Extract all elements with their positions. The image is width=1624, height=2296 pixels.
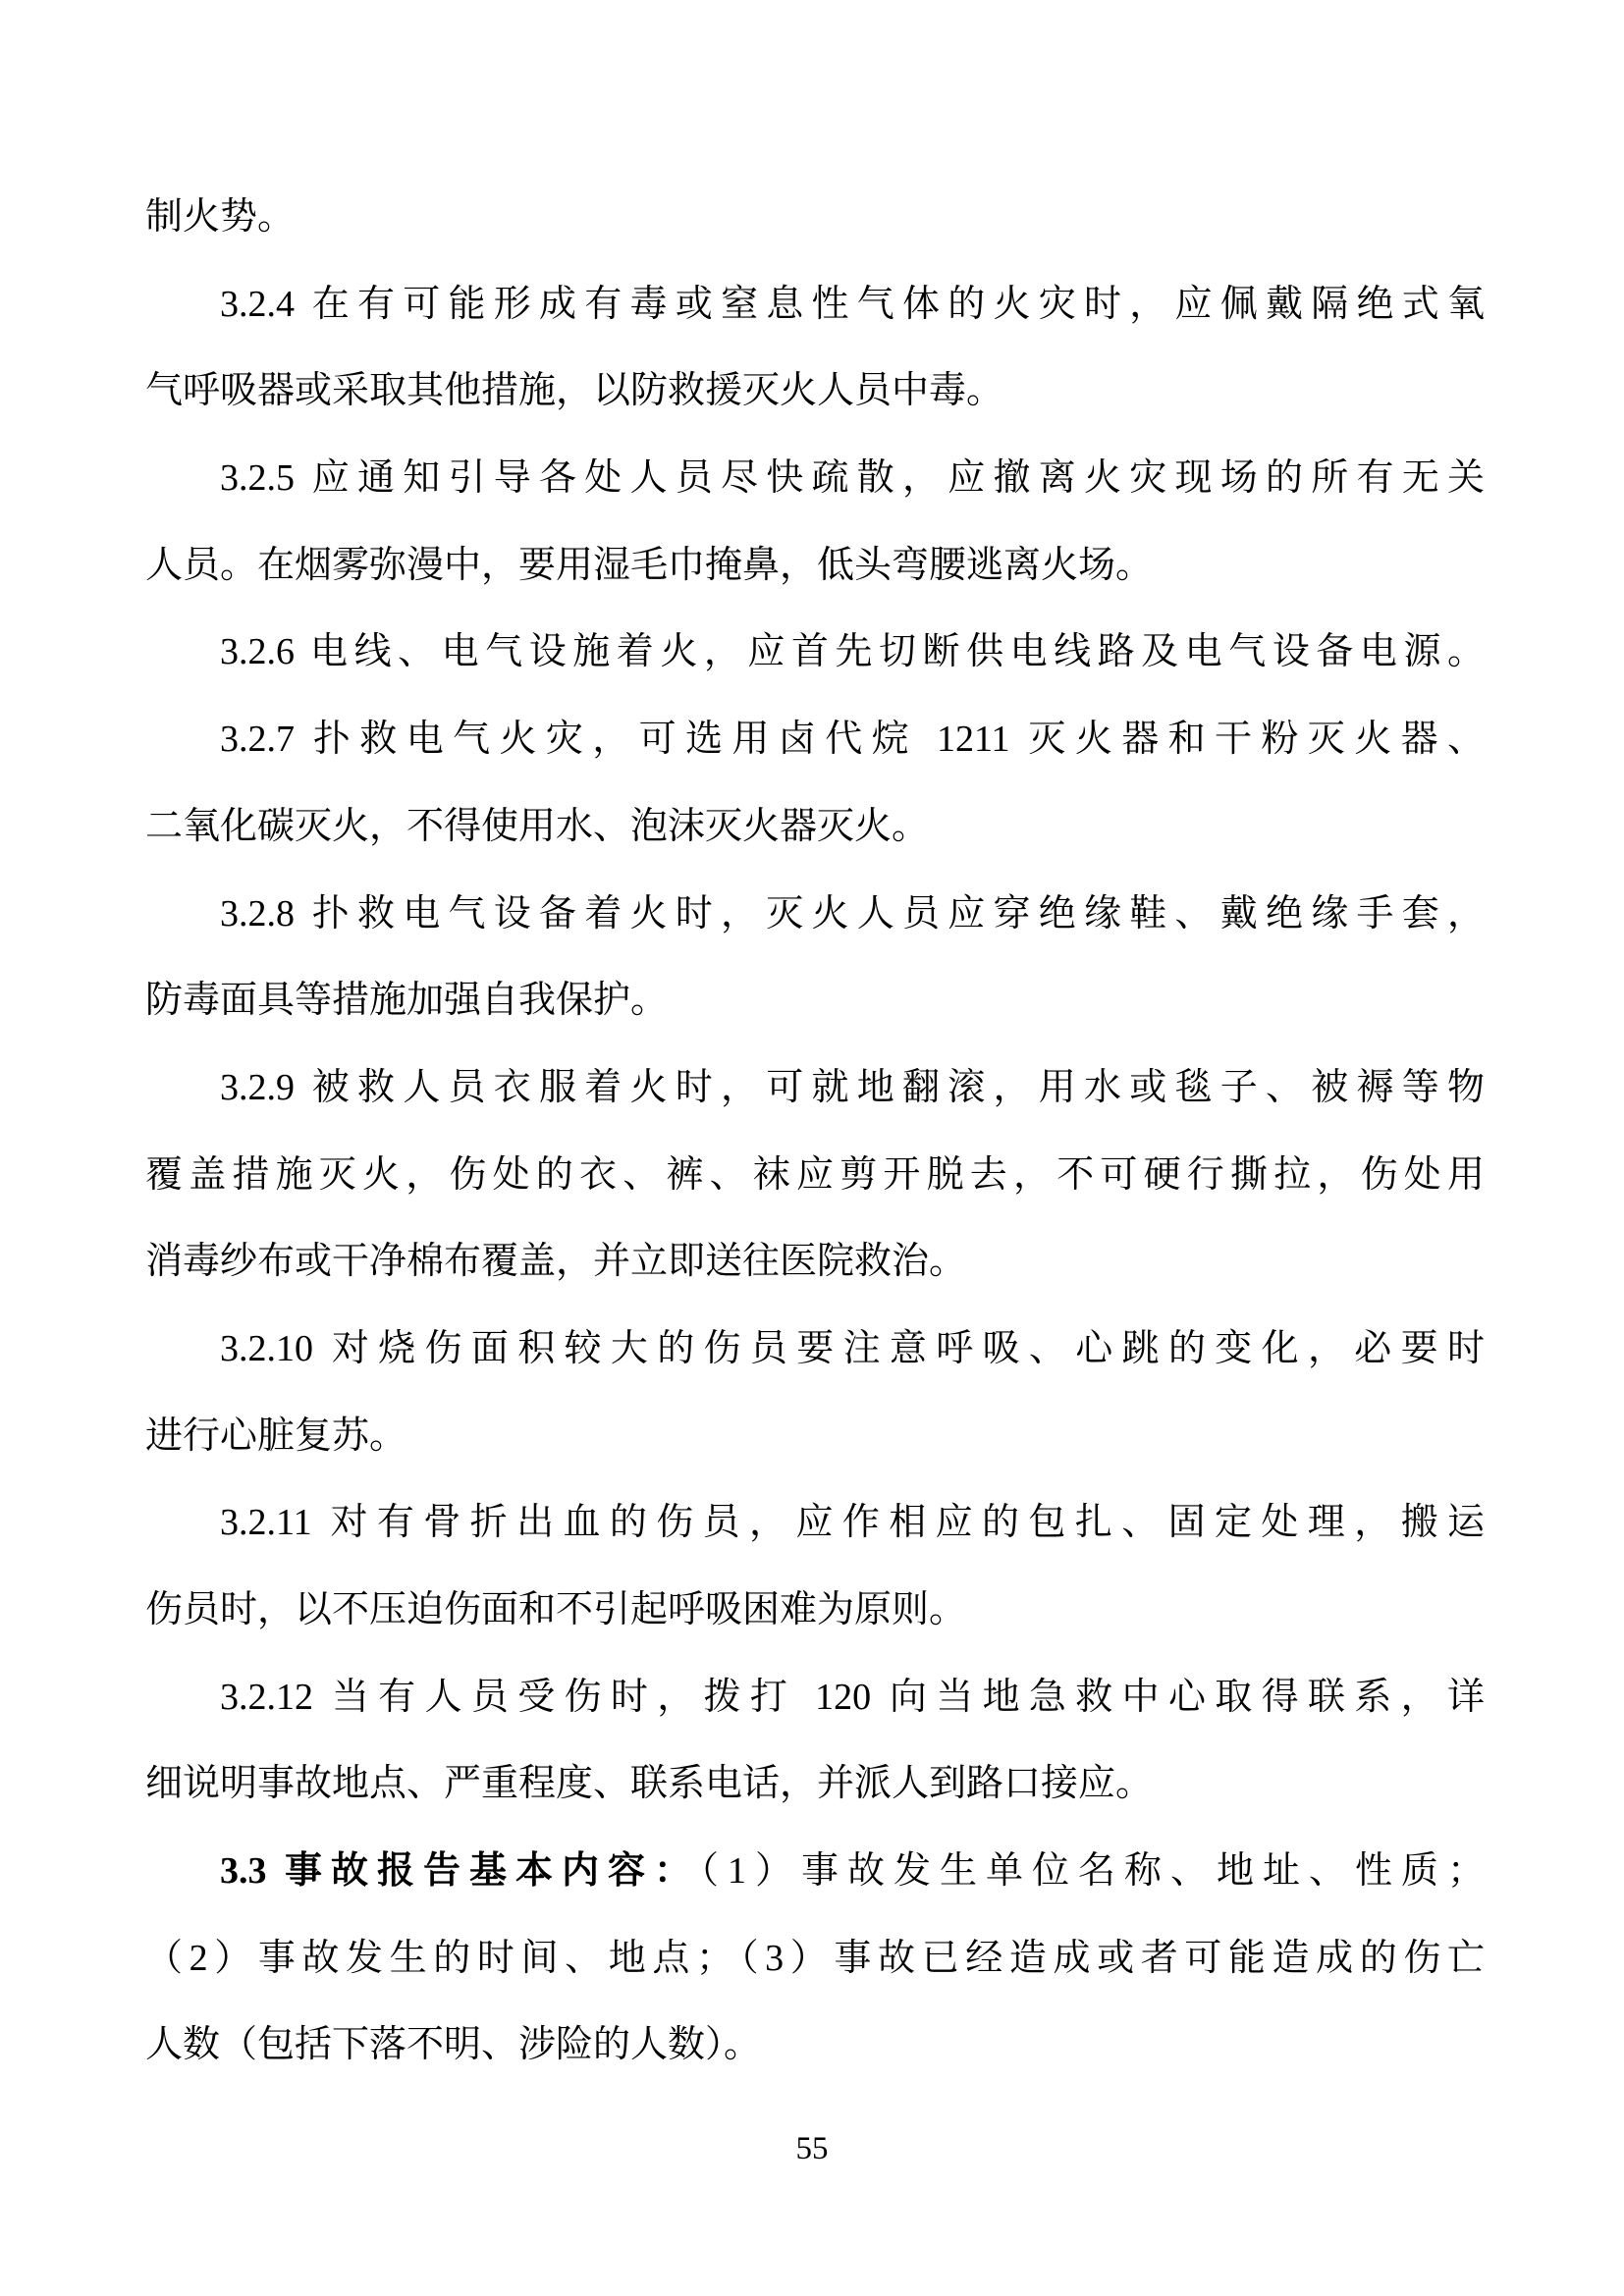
text-line-3-2-9-c: 消毒纱布或干净棉布覆盖，并立即送往医院救治。 (145, 1241, 967, 1283)
text-line-3-3-b: （2）事故发生的时间、地点；（3）事故已经造成或者可能造成的伤亡 (145, 1937, 1485, 1979)
text-line-3-2-8-b: 防毒面具等措施加强自我保护。 (145, 980, 669, 1022)
text-line-3-2-12-a: 3.2.12 当有人员受伤时，拨打 120 向当地急救中心取得联系，详 (220, 1676, 1485, 1718)
text-line-3-2-8-a: 3.2.8 扑救电气设备着火时，灭火人员应穿绝缘鞋、戴绝缘手套， (220, 892, 1485, 934)
text-line-3-2-11-a: 3.2.11 对有骨折出血的伤员，应作相应的包扎、固定处理，搬运 (220, 1502, 1485, 1544)
section-3-3-text: （1）事故发生单位名称、地址、性质； (700, 1850, 1485, 1893)
text-line-carryover: 制火势。 (145, 196, 296, 238)
text-line-3-3-c: 人数（包括下落不明、涉险的人数）。 (145, 2024, 762, 2066)
text-line-3-2-4-b: 气呼吸器或采取其他措施，以防救援灭火人员中毒。 (145, 370, 1004, 412)
page-number: 55 (795, 2131, 829, 2166)
section-3-3-heading: 3.3 事故报告基本内容： (220, 1850, 700, 1893)
text-line-3-2-7-b: 二氧化碳灭火，不得使用水、泡沫灭火器灭火。 (145, 805, 930, 847)
text-line-3-2-10-b: 进行心脏复苏。 (145, 1415, 407, 1457)
text-line-3-3-a (145, 1828, 1485, 1915)
text-line-3-2-9-a: 3.2.9 被救人员衣服着火时，可就地翻滚，用水或毯子、被褥等物 (220, 1066, 1485, 1108)
text-line-3-2-5-a: 3.2.5 应通知引导各处人员尽快疏散，应撤离火灾现场的所有无关 (220, 457, 1485, 500)
text-line-3-2-6: 3.2.6 电线、电气设施着火，应首先切断供电线路及电气设备电源。 (220, 631, 1485, 673)
text-line-3-2-9-b: 覆盖措施灭火，伤处的衣、裤、袜应剪开脱去，不可硬行撕拉，伤处用 (145, 1153, 1485, 1196)
document-body (145, 174, 1485, 2089)
text-line-3-2-12-b: 细说明事故地点、严重程度、联系电话，并派人到路口接应。 (145, 1763, 1154, 1805)
text-line-3-2-7-a: 3.2.7 扑救电气火灾，可选用卤代烷 1211 灭火器和干粉灭火器、 (220, 719, 1485, 761)
text-line-3-2-5-b: 人员。在烟雾弥漫中，要用湿毛巾掩鼻，低头弯腰逃离火场。 (145, 544, 1154, 586)
text-line-3-2-10-a: 3.2.10 对烧伤面积较大的伤员要注意呼吸、心跳的变化，必要时 (220, 1327, 1485, 1369)
text-line-3-2-4-a: 3.2.4 在有可能形成有毒或窒息性气体的火灾时，应佩戴隔绝式氧 (220, 283, 1485, 325)
text-line-3-2-11-b: 伤员时，以不压迫伤面和不引起呼吸困难为原则。 (145, 1589, 967, 1630)
